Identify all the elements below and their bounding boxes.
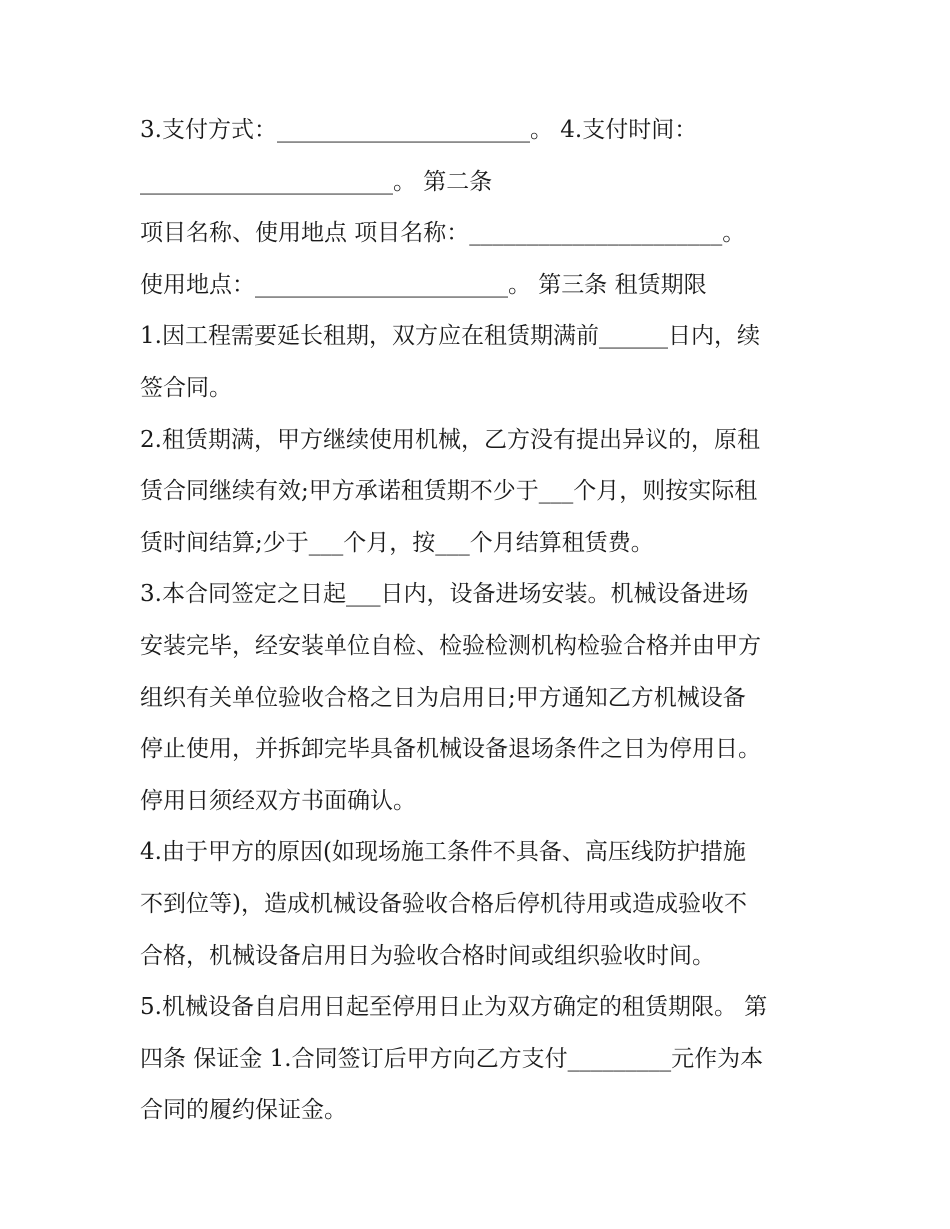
- text-line: ______________________。 第二条: [140, 168, 493, 195]
- text-line: 停用日须经双方书面确认。: [140, 787, 416, 814]
- text-line: 使用地点：______________________。 第三条 租赁期限: [140, 271, 707, 298]
- text-line: 四条 保证金 1.合同签订后甲方向乙方支付_________元作为本: [140, 1045, 764, 1072]
- text-line: 停止使用，并拆卸完毕具备机械设备退场条件之日为停用日。: [140, 736, 761, 763]
- text-line: 3.本合同签定之日起___日内，设备进场安装。机械设备进场: [140, 581, 749, 608]
- text-line: 合同的履约保证金。: [140, 1097, 347, 1124]
- text-line: 组织有关单位验收合格之日为启用日;甲方通知乙方机械设备: [140, 684, 746, 711]
- text-line: 5.机械设备自启用日起至停用日止为双方确定的租赁期限。 第: [140, 994, 768, 1021]
- text-line: 4.由于甲方的原因(如现场施工条件不具备、高压线防护措施: [140, 839, 746, 866]
- text-line: 安装完毕，经安装单位自检、检验检测机构检验合格并由甲方: [140, 632, 761, 659]
- text-line: 赁时间结算;少于___个月，按___个月结算租赁费。: [140, 529, 654, 556]
- text-line: 3.支付方式：______________________。 4.支付时间：: [140, 117, 698, 143]
- text-line: 项目名称、使用地点 项目名称：______________________。: [140, 220, 746, 247]
- text-line: 合格，机械设备启用日为验收合格时间或组织验收时间。: [140, 942, 715, 969]
- text-line: 不到位等)，造成机械设备验收合格后停机待用或造成验收不: [140, 890, 747, 917]
- text-line: 赁合同继续有效;甲方承诺租赁期不少于___个月，则按实际租: [140, 478, 758, 505]
- text-line: 签合同。: [140, 374, 232, 401]
- text-line: 1.因工程需要延长租期，双方应在租赁期满前______日内，续: [140, 323, 760, 350]
- document-body: [140, 110, 820, 1142]
- text-line: 2.租赁期满，甲方继续使用机械，乙方没有提出异议的，原租: [140, 426, 760, 453]
